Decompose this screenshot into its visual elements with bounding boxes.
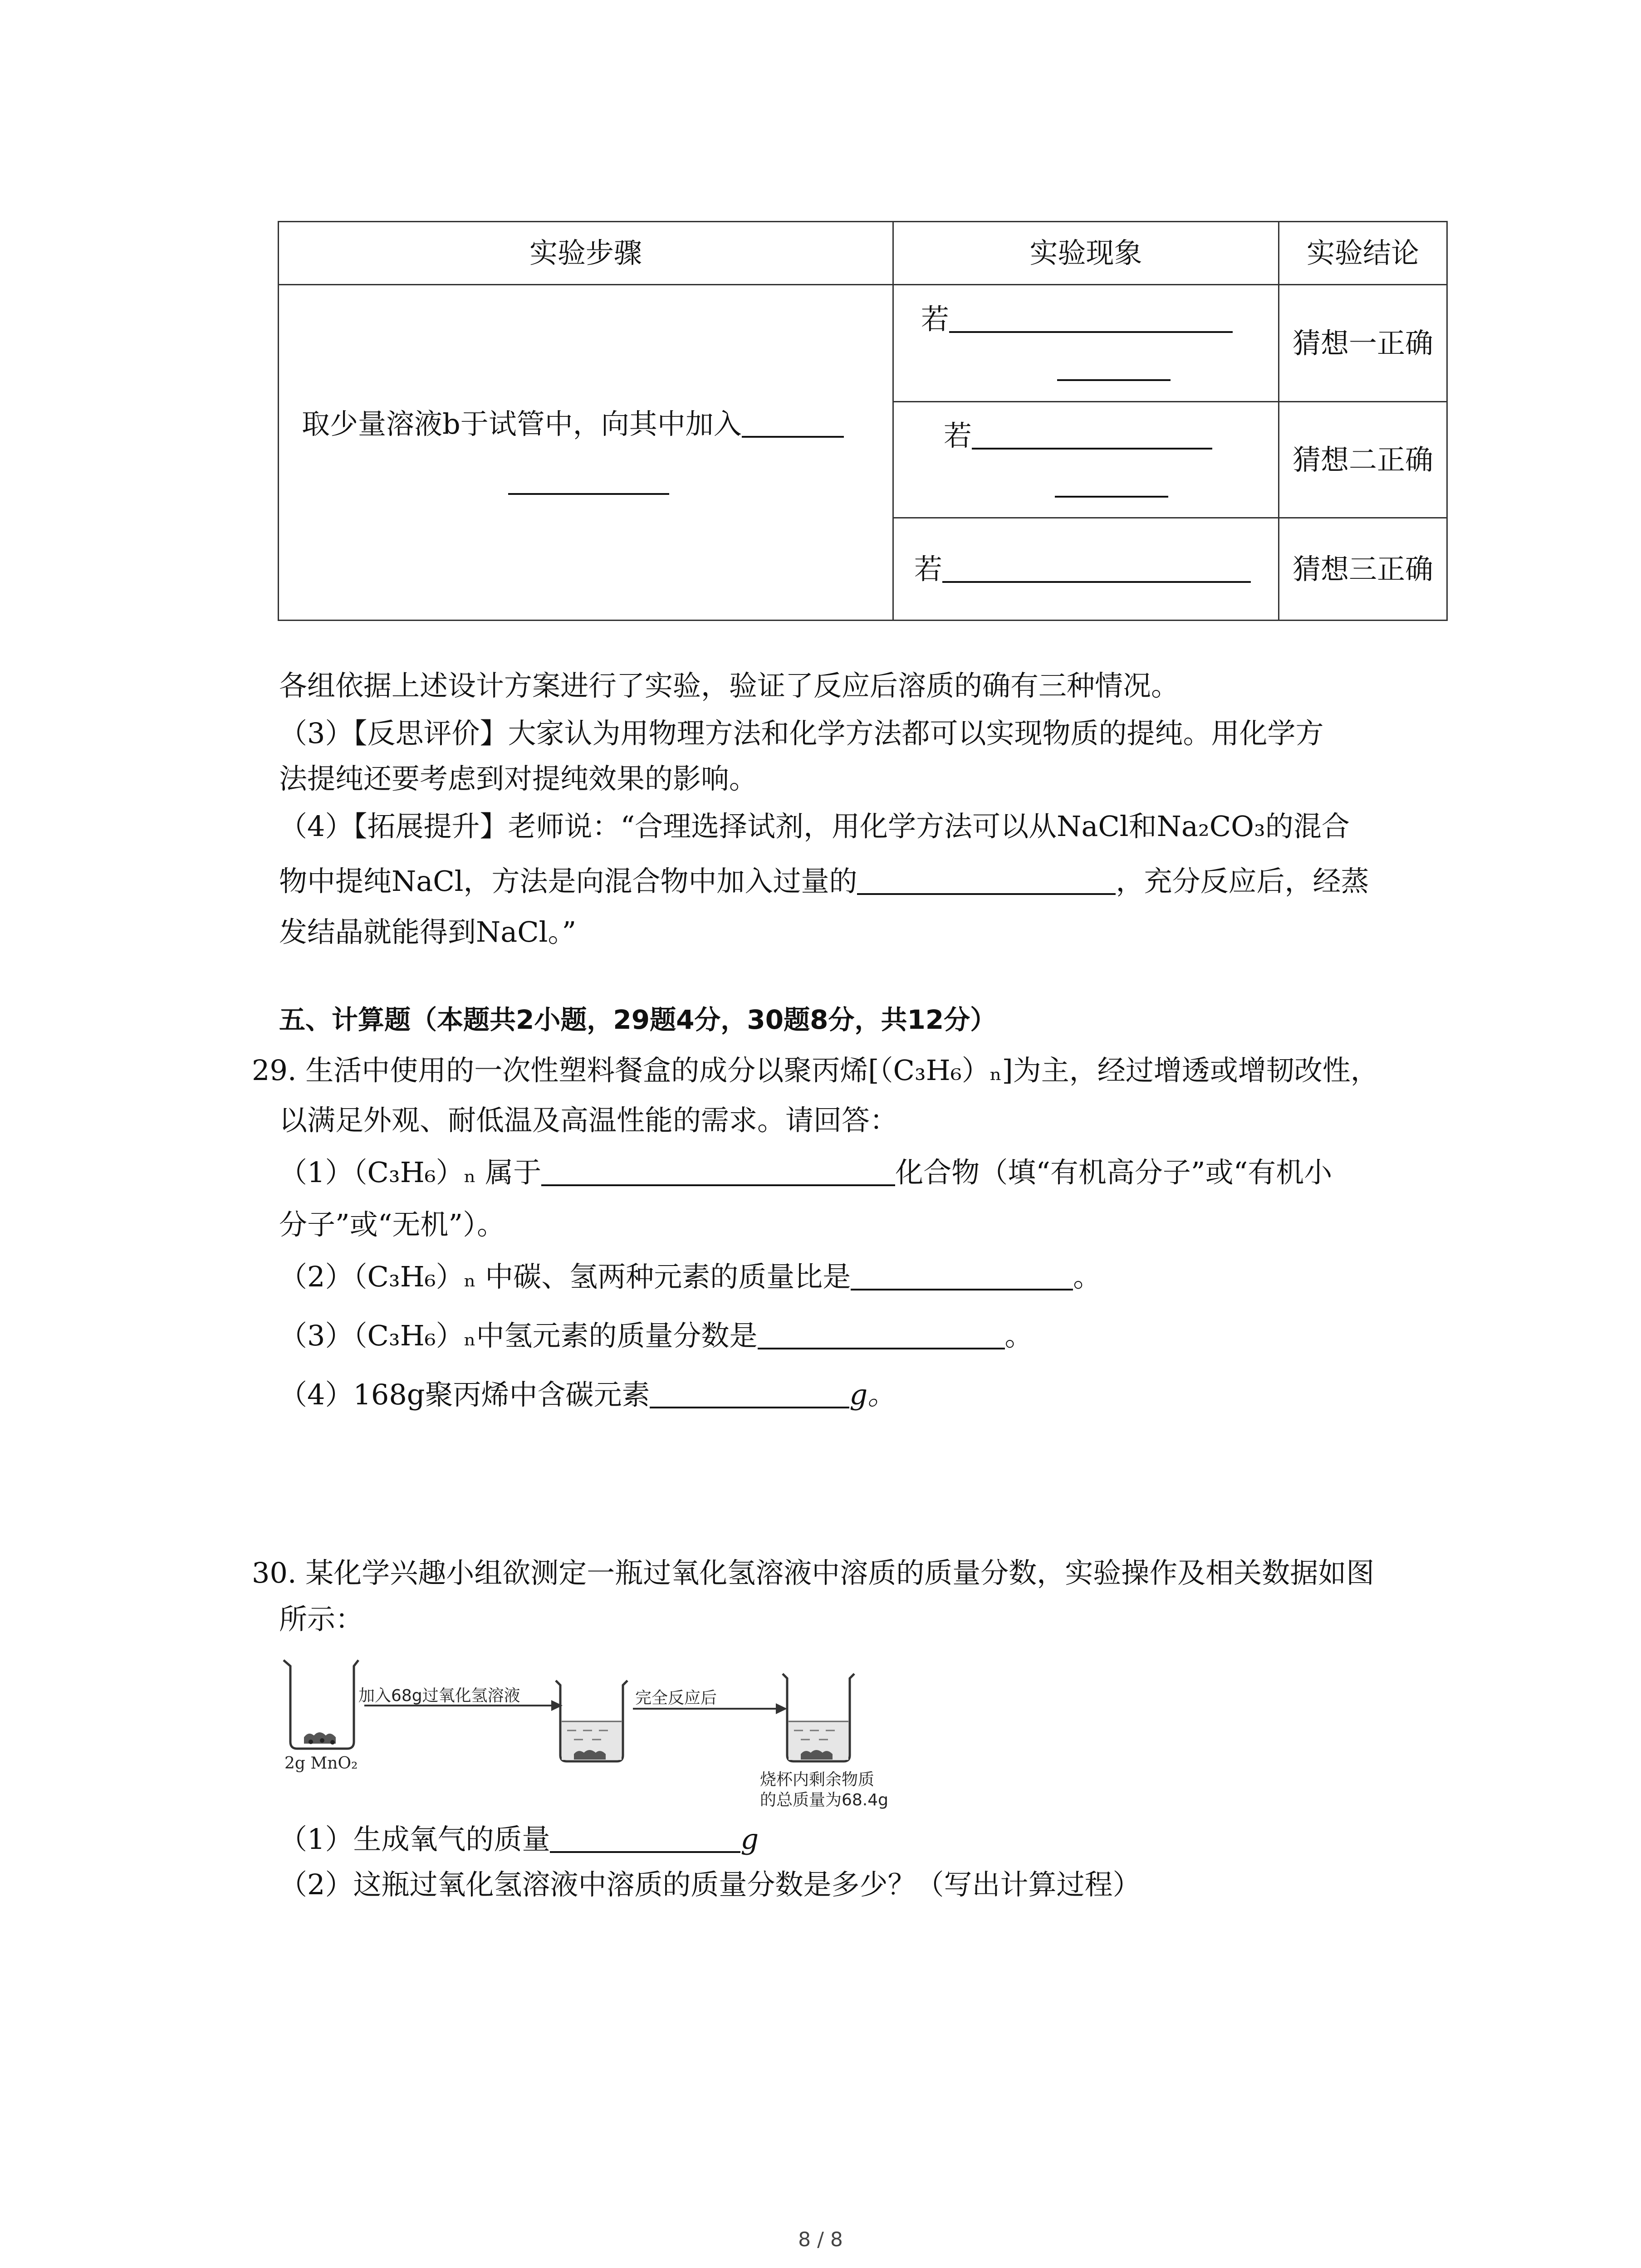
q29-sub3-tail: 。 [1004, 1319, 1033, 1352]
q29-line1: 29. 生活中使用的一次性塑料餐盒的成分以聚丙烯[（C₃H₆）ₙ]为主，经过增透或增韧改性， [252, 1054, 1379, 1087]
header-phenomenon: 实验现象 [893, 222, 1279, 285]
q3-line1: （3）【反思评价】大家认为用物理方法和化学方法都可以实现物质的提纯。用化学方 [279, 717, 1324, 750]
q29-sub4-text: （4）168g聚丙烯中含碳元素 [279, 1378, 650, 1411]
phenomenon-prefix: 若 [944, 419, 972, 452]
q4-line2 [279, 859, 1369, 904]
page-number: 8 / 8 [798, 2228, 843, 2251]
experiment-table [278, 221, 1448, 621]
phenomenon-cell-3 [893, 518, 1279, 621]
phenomenon-prefix: 若 [914, 552, 943, 586]
q29-sub2 [279, 1254, 1101, 1299]
table-header-row [279, 222, 1447, 285]
experiment-diagram [279, 1658, 937, 1808]
header-step: 实验步骤 [279, 222, 893, 285]
q29-sub3-text: （3）（C₃H₆）ₙ中氢元素的质量分数是 [279, 1319, 758, 1352]
table-row [279, 285, 1447, 402]
step-text: 取少量溶液b于试管中，向其中加入 [302, 407, 742, 440]
beaker3-label-1: 烧杯内剩余物质 [760, 1770, 875, 1789]
q29-sub1-text: （1）（C₃H₆）ₙ 属于 [279, 1156, 542, 1189]
q30-line2: 所示： [279, 1603, 364, 1636]
q29-sub1 [279, 1150, 1332, 1195]
step-cell [279, 285, 893, 621]
q29-sub2-text: （2）（C₃H₆）ₙ 中碳、氢两种元素的质量比是 [279, 1260, 851, 1293]
beaker-icon [556, 1681, 627, 1761]
phenomenon-blank[interactable] [949, 303, 1233, 333]
beaker3-label-2: 的总质量为68.4g [760, 1791, 889, 1809]
q30-line1: 30. 某化学兴趣小组欲测定一瓶过氧化氢溶液中溶质的质量分数，实验操作及相关数据如图 [252, 1556, 1375, 1589]
arrow2-label: 完全反应后 [635, 1689, 717, 1707]
phenomenon-cell-2 [893, 402, 1279, 518]
phenomenon-blank[interactable] [942, 553, 1251, 583]
q29-sub2-tail: 。 [1073, 1260, 1102, 1293]
beaker1-label: 2g MnO₂ [284, 1754, 358, 1773]
q29-sub4-blank[interactable] [650, 1378, 849, 1408]
q29-sub4 [279, 1372, 896, 1417]
phenomenon-prefix: 若 [921, 302, 950, 336]
verify-paragraph: 各组依据上述设计方案进行了实验，验证了反应后溶质的确有三种情况。 [279, 669, 1180, 702]
q29-line2: 以满足外观、耐低温及高温性能的需求。请回答： [279, 1104, 898, 1137]
q29-sub1-tail: 化合物（填“有机高分子”或“有机小 [895, 1156, 1332, 1189]
q29-sub4-tail: g。 [849, 1378, 896, 1411]
beaker-icon [284, 1660, 358, 1749]
q30-sub1 [279, 1817, 759, 1862]
q30-sub1-text: （1）生成氧气的质量 [279, 1823, 550, 1856]
phenomenon-blank-2[interactable] [1057, 351, 1171, 381]
step-blank-1[interactable] [742, 408, 844, 438]
q4-line3: 发结晶就能得到NaCl。” [279, 915, 577, 948]
beaker-icon [783, 1674, 854, 1761]
q30-sub2: （2）这瓶过氧化氢溶液中溶质的质量分数是多少？（写出计算过程） [279, 1868, 1141, 1901]
phenomenon-cell-1 [893, 285, 1279, 402]
conclusion-cell-3: 猜想三正确 [1279, 518, 1447, 621]
q29-sub1-blank[interactable] [541, 1156, 895, 1186]
q29-sub2-blank[interactable] [851, 1261, 1073, 1290]
q29-sub3-blank[interactable] [758, 1320, 1005, 1349]
phenomenon-blank-2[interactable] [1055, 468, 1168, 498]
q4-line2-tail: ，充分反应后，经蒸 [1116, 865, 1369, 898]
conclusion-cell-1: 猜想一正确 [1279, 285, 1447, 402]
q30-sub1-tail: g [740, 1823, 759, 1856]
section-title: 五、计算题（本题共2小题，29题4分，30题8分，共12分） [279, 1004, 997, 1035]
q29-sub3 [279, 1313, 1033, 1358]
step-blank-2[interactable] [508, 465, 669, 495]
arrow1-label: 加入68g过氧化氢溶液 [358, 1686, 520, 1705]
q4-line2-text: 物中提纯NaCl，方法是向混合物中加入过量的 [279, 865, 857, 898]
q4-line1: （4）【拓展提升】老师说：“合理选择试剂，用化学方法可以从NaCl和Na₂CO₃的混合 [279, 810, 1350, 843]
header-conclusion: 实验结论 [1279, 222, 1447, 285]
q29-sub1-cont: 分子”或“无机”）。 [279, 1208, 505, 1241]
phenomenon-blank[interactable] [972, 420, 1212, 450]
q30-sub1-blank[interactable] [550, 1823, 740, 1853]
conclusion-cell-2: 猜想二正确 [1279, 402, 1447, 518]
q3-line2: 法提纯还要考虑到对提纯效果的影响。 [279, 762, 758, 795]
q4-answer-blank[interactable] [857, 865, 1116, 895]
